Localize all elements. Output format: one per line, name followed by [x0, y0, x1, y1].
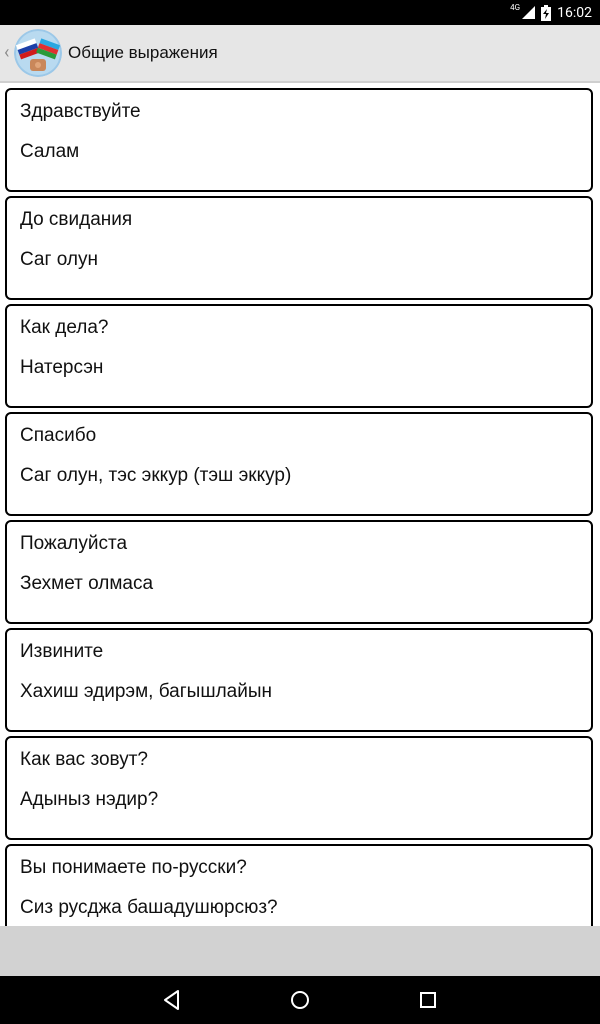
- phrase-list[interactable]: [0, 83, 600, 926]
- phrase-translation: Хахиш эдирэм, багышлайын: [20, 681, 272, 702]
- list-item[interactable]: [5, 844, 593, 926]
- list-item[interactable]: [5, 520, 593, 624]
- page-title: Общие выражения: [68, 43, 218, 62]
- phrase-title: Пожалуйста: [20, 533, 128, 554]
- battery-charging-icon: [541, 5, 551, 21]
- list-item[interactable]: [5, 196, 593, 300]
- bottom-area: [0, 926, 600, 976]
- list-item[interactable]: [5, 412, 593, 516]
- system-nav-bar: [0, 976, 600, 1024]
- phrase-title: Извините: [20, 641, 104, 662]
- list-item[interactable]: [5, 628, 593, 732]
- phrase-title: Здравствуйте: [20, 101, 141, 122]
- list-item[interactable]: [5, 736, 593, 840]
- clock: 16:02: [557, 4, 592, 21]
- phrase-title: Как вас зовут?: [20, 749, 148, 770]
- network-type-label: 4G: [510, 3, 521, 12]
- list-item[interactable]: [5, 88, 593, 192]
- back-chevron-icon[interactable]: ‹: [4, 42, 10, 63]
- phrase-title: Спасибо: [20, 425, 97, 446]
- phrase-title: До свидания: [20, 209, 133, 230]
- phrase-translation: Натерсэн: [20, 357, 104, 378]
- status-icons: [510, 0, 592, 25]
- recents-icon[interactable]: [416, 988, 440, 1012]
- phrase-translation: Адыныз нэдир?: [20, 789, 159, 810]
- back-icon[interactable]: [160, 988, 184, 1012]
- list-item[interactable]: [5, 304, 593, 408]
- signal-icon: [522, 6, 535, 19]
- phrase-title: Как дела?: [20, 317, 109, 338]
- ru-az-flags-icon[interactable]: [14, 29, 62, 77]
- phrase-translation: Саг олун, тэс эккур (тэш эккур): [20, 465, 292, 486]
- phrase-translation: Салам: [20, 141, 80, 162]
- home-icon[interactable]: [288, 988, 312, 1012]
- phrase-translation: Саг олун: [20, 249, 98, 270]
- status-bar: [0, 0, 600, 25]
- phrase-translation: Зехмет олмаса: [20, 573, 154, 594]
- phrase-translation: Сиз русджа башадушюрсюз?: [20, 897, 278, 918]
- phrase-title: Вы понимаете по-русски?: [20, 857, 247, 878]
- app-bar: [0, 25, 600, 83]
